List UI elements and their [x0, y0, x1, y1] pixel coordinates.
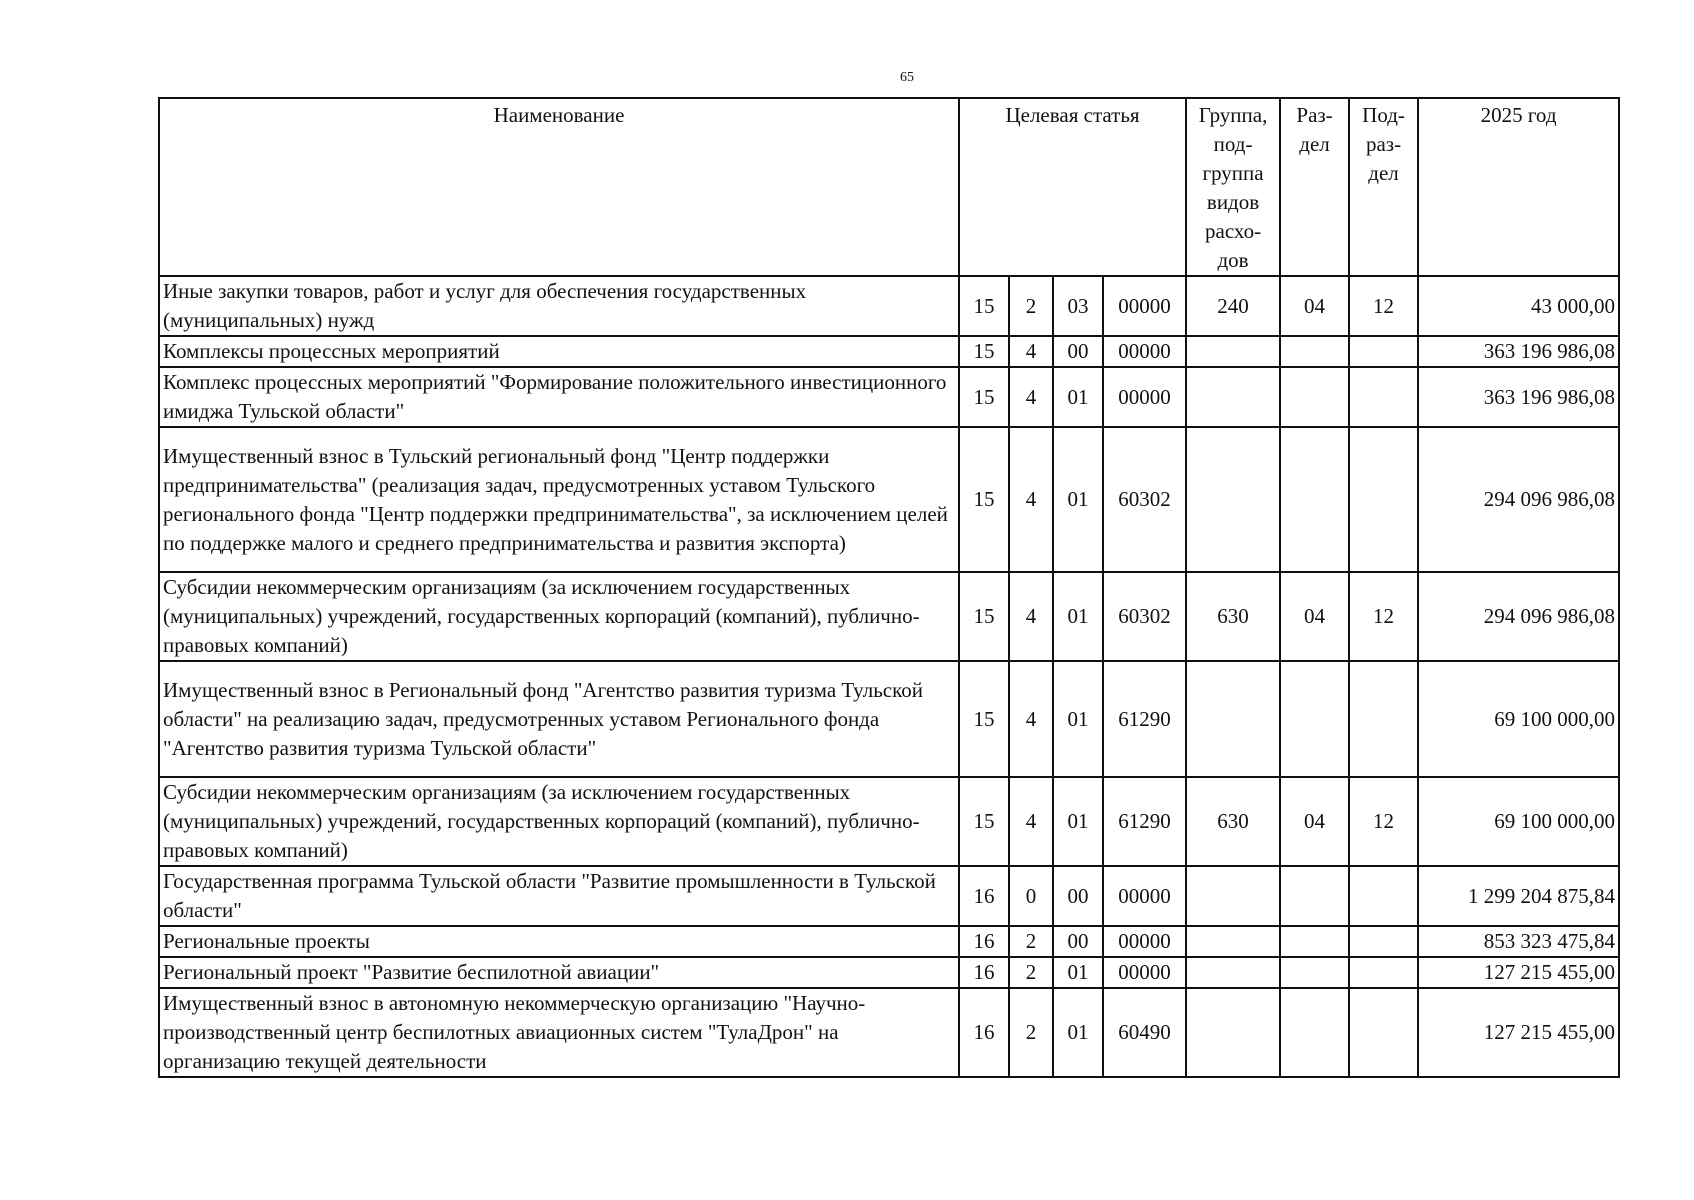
row-expense-group: [1186, 336, 1280, 367]
row-target-item: 00: [1053, 866, 1103, 926]
row-target-program: 16: [959, 957, 1009, 988]
row-amount: 127 215 455,00: [1418, 957, 1619, 988]
row-expense-group: [1186, 988, 1280, 1077]
row-target-type: 2: [1009, 988, 1053, 1077]
row-target-item: 01: [1053, 427, 1103, 572]
row-expense-group: [1186, 661, 1280, 777]
table-row: [159, 367, 1619, 427]
row-target-item: 00: [1053, 926, 1103, 957]
table-row: [159, 777, 1619, 866]
row-expense-group: [1186, 866, 1280, 926]
row-target-program: 15: [959, 661, 1009, 777]
row-subsection: [1349, 957, 1418, 988]
table-row: [159, 572, 1619, 661]
row-target-item: 00: [1053, 336, 1103, 367]
row-target-program: 15: [959, 276, 1009, 336]
row-name: Имущественный взнос в Тульский региональный фонд "Центр поддержки предпринимательства" (реализация задач, предусмотренных уставом Тульского регионального фонда "Центр поддержки предпринимательства", за исключением целей по поддержке малого и среднего предпринимательства и развития экспорта): [159, 427, 959, 572]
row-section: [1280, 367, 1349, 427]
table-body: [159, 276, 1619, 1077]
row-amount: 127 215 455,00: [1418, 988, 1619, 1077]
row-subsection: [1349, 926, 1418, 957]
row-section: [1280, 957, 1349, 988]
row-name: Субсидии некоммерческим организациям (за исключением государственных (муниципальных) учреждений, государственных корпораций (компаний), публично-правовых компаний): [159, 777, 959, 866]
row-name: Имущественный взнос в автономную некоммерческую организацию "Научно-производственный центр беспилотных авиационных систем "ТулаДрон" на организацию текущей деятельности: [159, 988, 959, 1077]
row-name: Субсидии некоммерческим организациям (за исключением государственных (муниципальных) учреждений, государственных корпораций (компаний), публично-правовых компаний): [159, 572, 959, 661]
row-name: Региональные проекты: [159, 926, 959, 957]
row-expense-group: [1186, 427, 1280, 572]
row-subsection: [1349, 367, 1418, 427]
row-target-direction: 00000: [1103, 276, 1186, 336]
row-subsection: [1349, 661, 1418, 777]
table-row: [159, 276, 1619, 336]
row-target-type: 0: [1009, 866, 1053, 926]
row-name: Региональный проект "Развитие беспилотной авиации": [159, 957, 959, 988]
row-amount: 363 196 986,08: [1418, 367, 1619, 427]
row-subsection: [1349, 988, 1418, 1077]
row-subsection: 12: [1349, 572, 1418, 661]
row-amount: 853 323 475,84: [1418, 926, 1619, 957]
table-row: [159, 336, 1619, 367]
header-expense-group: Группа, под-группа видов расхо-дов: [1186, 98, 1280, 276]
table-row: [159, 926, 1619, 957]
row-target-item: 01: [1053, 661, 1103, 777]
row-target-type: 2: [1009, 926, 1053, 957]
row-target-direction: 00000: [1103, 957, 1186, 988]
row-target-direction: 60302: [1103, 572, 1186, 661]
row-target-direction: 60490: [1103, 988, 1186, 1077]
row-amount: 1 299 204 875,84: [1418, 866, 1619, 926]
row-amount: 294 096 986,08: [1418, 572, 1619, 661]
row-target-program: 15: [959, 572, 1009, 661]
row-amount: 363 196 986,08: [1418, 336, 1619, 367]
page-number: 65: [900, 70, 914, 85]
row-target-item: 01: [1053, 988, 1103, 1077]
row-amount: 43 000,00: [1418, 276, 1619, 336]
row-target-type: 4: [1009, 661, 1053, 777]
table-row: [159, 661, 1619, 777]
row-expense-group: 630: [1186, 777, 1280, 866]
row-name: Иные закупки товаров, работ и услуг для обеспечения государственных (муниципальных) нужд: [159, 276, 959, 336]
row-amount: 69 100 000,00: [1418, 777, 1619, 866]
row-expense-group: [1186, 926, 1280, 957]
row-target-direction: 60302: [1103, 427, 1186, 572]
row-target-direction: 00000: [1103, 367, 1186, 427]
row-target-program: 15: [959, 336, 1009, 367]
row-target-program: 15: [959, 367, 1009, 427]
row-target-type: 4: [1009, 777, 1053, 866]
row-target-direction: 61290: [1103, 661, 1186, 777]
row-target-direction: 00000: [1103, 926, 1186, 957]
row-subsection: [1349, 427, 1418, 572]
row-section: [1280, 926, 1349, 957]
table-header-row: [159, 98, 1619, 276]
row-section: [1280, 661, 1349, 777]
row-target-type: 4: [1009, 427, 1053, 572]
row-expense-group: [1186, 367, 1280, 427]
row-section: [1280, 866, 1349, 926]
row-section: [1280, 988, 1349, 1077]
row-section: 04: [1280, 276, 1349, 336]
row-name: Комплексы процессных мероприятий: [159, 336, 959, 367]
header-section: Раз-дел: [1280, 98, 1349, 276]
row-target-program: 16: [959, 988, 1009, 1077]
row-target-program: 16: [959, 926, 1009, 957]
row-target-direction: 00000: [1103, 866, 1186, 926]
row-target-program: 15: [959, 777, 1009, 866]
table-row: [159, 957, 1619, 988]
row-section: 04: [1280, 572, 1349, 661]
row-section: [1280, 427, 1349, 572]
row-section: [1280, 336, 1349, 367]
header-name: Наименование: [159, 98, 959, 276]
row-subsection: 12: [1349, 777, 1418, 866]
row-amount: 69 100 000,00: [1418, 661, 1619, 777]
header-subsection: Под-раз-дел: [1349, 98, 1418, 276]
row-target-program: 15: [959, 427, 1009, 572]
header-year-2025: 2025 год: [1418, 98, 1619, 276]
row-target-item: 01: [1053, 957, 1103, 988]
table-row: [159, 866, 1619, 926]
row-section: 04: [1280, 777, 1349, 866]
row-target-program: 16: [959, 866, 1009, 926]
budget-table: [158, 97, 1620, 1078]
row-subsection: 12: [1349, 276, 1418, 336]
row-target-type: 4: [1009, 572, 1053, 661]
row-name: Комплекс процессных мероприятий "Формирование положительного инвестиционного имиджа Тульской области": [159, 367, 959, 427]
table-row: [159, 427, 1619, 572]
row-expense-group: 630: [1186, 572, 1280, 661]
row-name: Государственная программа Тульской области "Развитие промышленности в Тульской области": [159, 866, 959, 926]
row-subsection: [1349, 866, 1418, 926]
row-target-item: 01: [1053, 367, 1103, 427]
row-target-type: 2: [1009, 957, 1053, 988]
table-row: [159, 988, 1619, 1077]
row-target-type: 4: [1009, 367, 1053, 427]
row-target-item: 03: [1053, 276, 1103, 336]
row-target-type: 2: [1009, 276, 1053, 336]
row-amount: 294 096 986,08: [1418, 427, 1619, 572]
row-target-direction: 00000: [1103, 336, 1186, 367]
row-name: Имущественный взнос в Региональный фонд "Агентство развития туризма Тульской области" на реализацию задач, предусмотренных уставом Регионального фонда "Агентство развития туризма Тульской области": [159, 661, 959, 777]
row-target-direction: 61290: [1103, 777, 1186, 866]
row-expense-group: 240: [1186, 276, 1280, 336]
row-target-item: 01: [1053, 777, 1103, 866]
row-expense-group: [1186, 957, 1280, 988]
header-target-article: Целевая статья: [959, 98, 1186, 276]
row-target-item: 01: [1053, 572, 1103, 661]
row-subsection: [1349, 336, 1418, 367]
row-target-type: 4: [1009, 336, 1053, 367]
